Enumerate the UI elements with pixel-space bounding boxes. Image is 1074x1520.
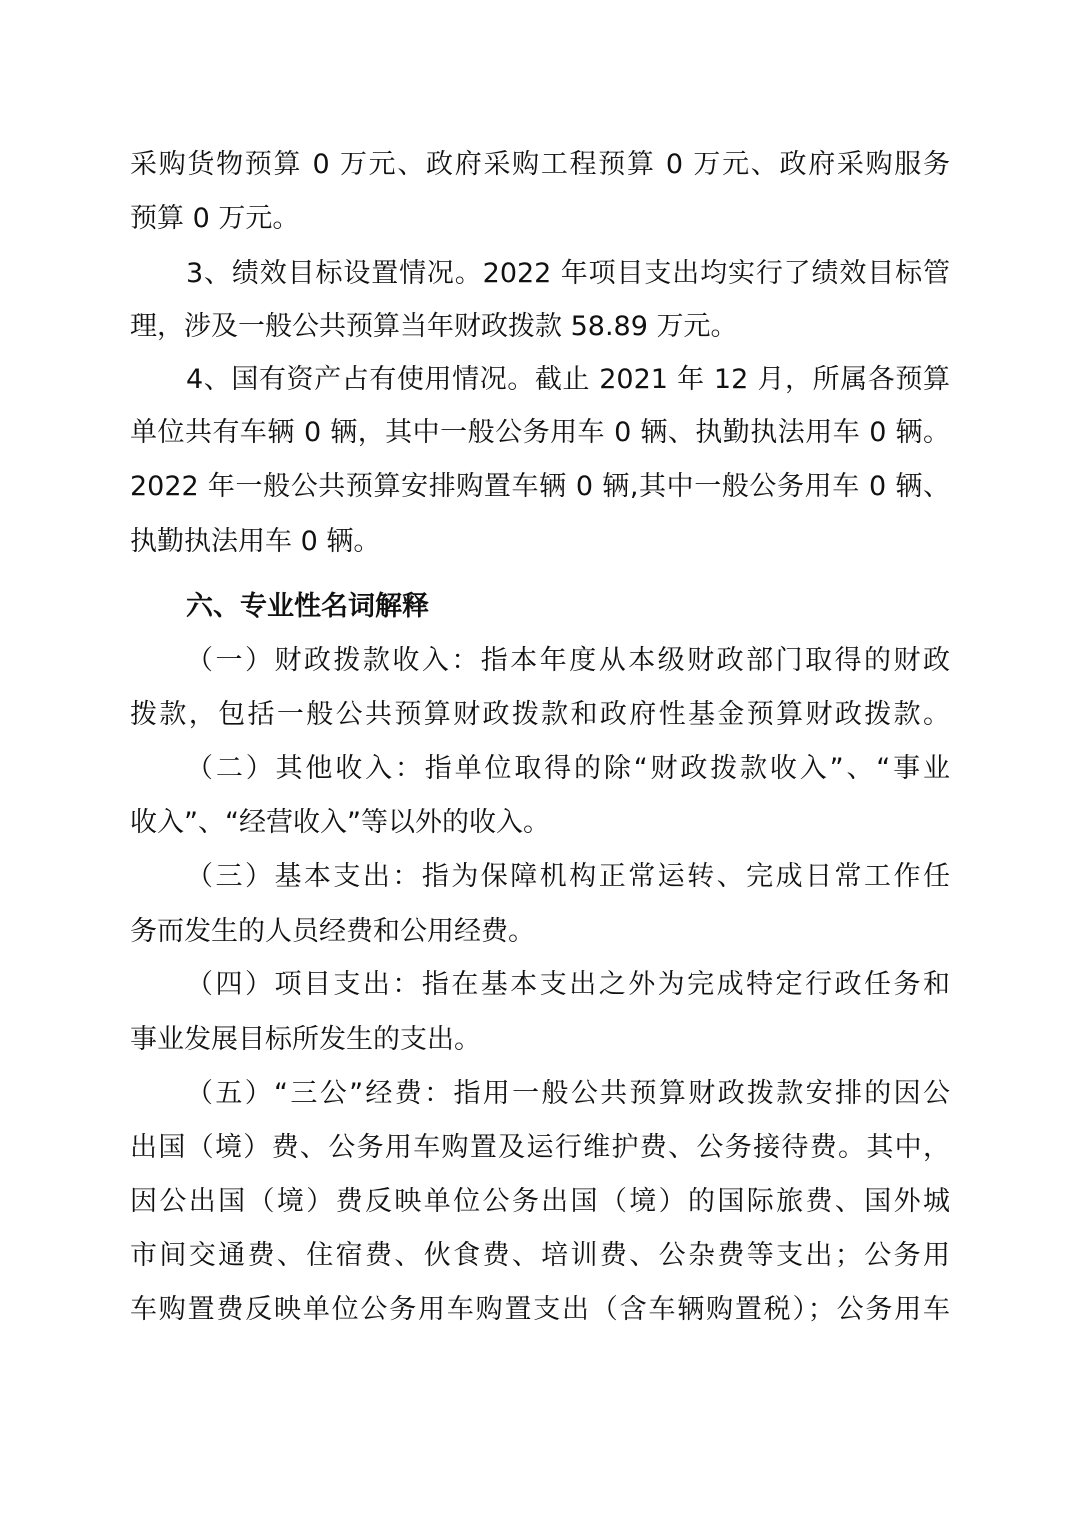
text-line: 拨款，包括一般公共预算财政拨款和政府性基金预算财政拨款。 xyxy=(130,699,950,730)
text-line: 3、绩效目标设置情况。2022 年项目支出均实行了绩效目标管 xyxy=(186,258,950,289)
text-line: 收入”、“经营收入”等以外的收入。 xyxy=(130,807,550,838)
text-line: 执勤执法用车 0 辆。 xyxy=(130,526,381,557)
text-line: 务而发生的人员经费和公用经费。 xyxy=(130,916,535,947)
text-line: 出国（境）费、公务用车购置及运行维护费、公务接待费。其中， xyxy=(130,1132,950,1163)
text-line: （一）财政拨款收入：指本年度从本级财政部门取得的财政 xyxy=(186,645,950,676)
text-line: 2022 年一般公共预算安排购置车辆 0 辆,其中一般公务用车 0 辆、 xyxy=(130,471,950,502)
text-line: 车购置费反映单位公务用车购置支出（含车辆购置税）；公务用车 xyxy=(130,1294,950,1325)
text-line: （三）基本支出：指为保障机构正常运转、完成日常工作任 xyxy=(186,861,950,892)
text-line: 采购货物预算 0 万元、政府采购工程预算 0 万元、政府采购服务 xyxy=(130,149,950,180)
section-heading: 六、专业性名词解释 xyxy=(186,591,429,622)
text-line: 理，涉及一般公共预算当年财政拨款 58.89 万元。 xyxy=(130,311,738,342)
text-line: （二）其他收入：指单位取得的除“财政拨款收入”、“事业 xyxy=(186,753,950,784)
text-line: 单位共有车辆 0 辆，其中一般公务用车 0 辆、执勤执法用车 0 辆。 xyxy=(130,417,950,448)
text-line: （五）“三公”经费：指用一般公共预算财政拨款安排的因公 xyxy=(186,1078,950,1109)
text-line: 因公出国（境）费反映单位公务出国（境）的国际旅费、国外城 xyxy=(130,1186,950,1217)
text-line: （四）项目支出：指在基本支出之外为完成特定行政任务和 xyxy=(186,969,950,1000)
text-line: 市间交通费、住宿费、伙食费、培训费、公杂费等支出；公务用 xyxy=(130,1240,950,1271)
text-line: 4、国有资产占有使用情况。截止 2021 年 12 月，所属各预算 xyxy=(186,364,950,395)
text-line: 事业发展目标所发生的支出。 xyxy=(130,1024,481,1055)
text-line: 预算 0 万元。 xyxy=(130,203,300,234)
